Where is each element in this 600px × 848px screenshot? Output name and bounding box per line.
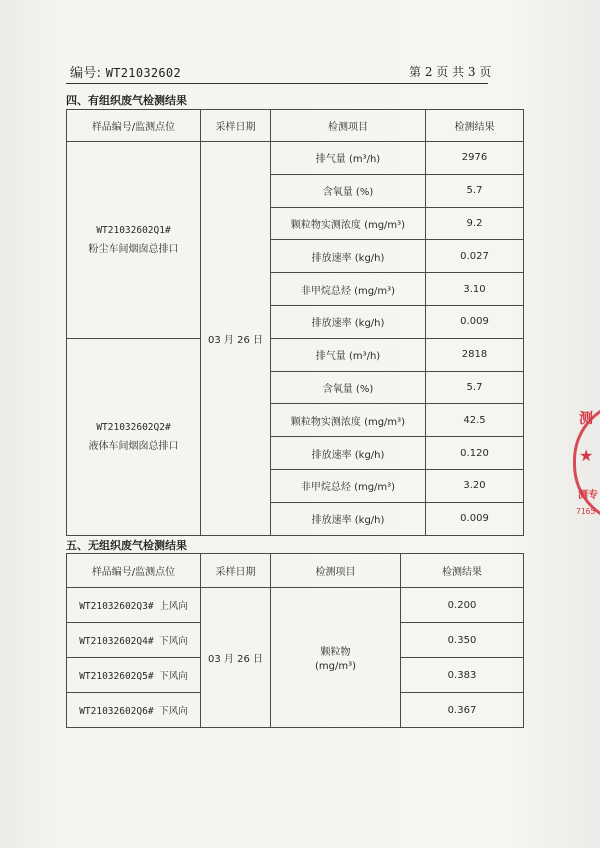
column-header: 样品编号/监测点位 (67, 554, 201, 588)
test-item: 排放速率 (kg/h) (271, 502, 426, 535)
test-item (271, 588, 401, 728)
sample-location: 粉尘车间烟囱总排口 (88, 243, 179, 255)
fugitive-emission-table (66, 553, 524, 728)
test-item-name: 颗粒物 (320, 647, 351, 658)
column-header: 采样日期 (201, 554, 271, 588)
document-number-label: 编号: (70, 66, 102, 81)
test-result: 0.383 (401, 658, 524, 693)
sampling-date: 03 月 26 日 (201, 142, 271, 536)
table-row (67, 338, 524, 371)
test-result: 0.027 (426, 240, 524, 273)
table-row (67, 588, 524, 623)
test-result: 3.20 (426, 469, 524, 502)
test-result: 0.009 (426, 502, 524, 535)
section4-title: 四、有组织废气检测结果 (66, 94, 187, 107)
header-rule (66, 83, 488, 84)
document-number-value: WT21032602 (105, 66, 181, 80)
test-result: 42.5 (426, 404, 524, 437)
sample-id: WT21032602Q2# (96, 421, 171, 433)
sample-id: WT21032602Q3# 上风向 (67, 588, 201, 623)
organized-emission-table (66, 109, 524, 536)
seal-number: 7165 (576, 507, 596, 516)
table-header-row (67, 554, 524, 588)
star-icon: ★ (579, 446, 594, 465)
test-result: 0.200 (401, 588, 524, 623)
column-header: 检测项目 (271, 110, 426, 142)
test-result: 0.009 (426, 305, 524, 338)
sample-id: WT21032602Q1# (96, 224, 171, 236)
section5-title: 五、无组织废气检测结果 (66, 539, 187, 552)
document-number (70, 62, 181, 81)
test-item: 排放速率 (kg/h) (271, 437, 426, 470)
column-header: 检测项目 (271, 554, 401, 588)
sample-id: WT21032602Q4# 下风向 (67, 623, 201, 658)
sample-id: WT21032602Q5# 下风向 (67, 658, 201, 693)
sampling-date: 03 月 26 日 (201, 588, 271, 728)
test-item: 排放速率 (kg/h) (271, 240, 426, 273)
column-header: 样品编号/监测点位 (67, 110, 201, 142)
test-result: 9.2 (426, 207, 524, 240)
test-item: 排气量 (m³/h) (271, 338, 426, 371)
test-item: 含氧量 (%) (271, 174, 426, 207)
test-item: 排放速率 (kg/h) (271, 305, 426, 338)
test-result: 0.120 (426, 437, 524, 470)
column-header: 检测结果 (401, 554, 524, 588)
table-header-row (67, 110, 524, 142)
seal-stamp (573, 400, 600, 525)
test-result: 0.350 (401, 623, 524, 658)
column-header: 采样日期 (201, 110, 271, 142)
test-result: 5.7 (426, 371, 524, 404)
test-item: 颗粒物实测浓度 (mg/m³) (271, 404, 426, 437)
test-item: 排气量 (m³/h) (271, 142, 426, 175)
table-row (67, 142, 524, 175)
test-item-unit: (mg/m³) (314, 661, 356, 672)
column-header: 检测结果 (426, 110, 524, 142)
seal-text: 测 (579, 411, 593, 427)
test-result: 2818 (426, 338, 524, 371)
test-result: 5.7 (426, 174, 524, 207)
test-item: 颗粒物实测浓度 (mg/m³) (271, 207, 426, 240)
sample-location: 液体车间烟囱总排口 (88, 440, 179, 452)
sample-id: WT21032602Q6# 下风向 (67, 693, 201, 728)
test-item: 含氧量 (%) (271, 371, 426, 404)
page-indicator: 第 2 页 共 3 页 (409, 65, 492, 79)
test-item: 非甲烷总烃 (mg/m³) (271, 469, 426, 502)
test-result: 3.10 (426, 273, 524, 306)
test-result: 2976 (426, 142, 524, 175)
sample-cell (67, 338, 201, 535)
test-item: 非甲烷总烃 (mg/m³) (271, 273, 426, 306)
seal-text: 测专 (578, 490, 598, 501)
sample-cell (67, 142, 201, 339)
test-result: 0.367 (401, 693, 524, 728)
